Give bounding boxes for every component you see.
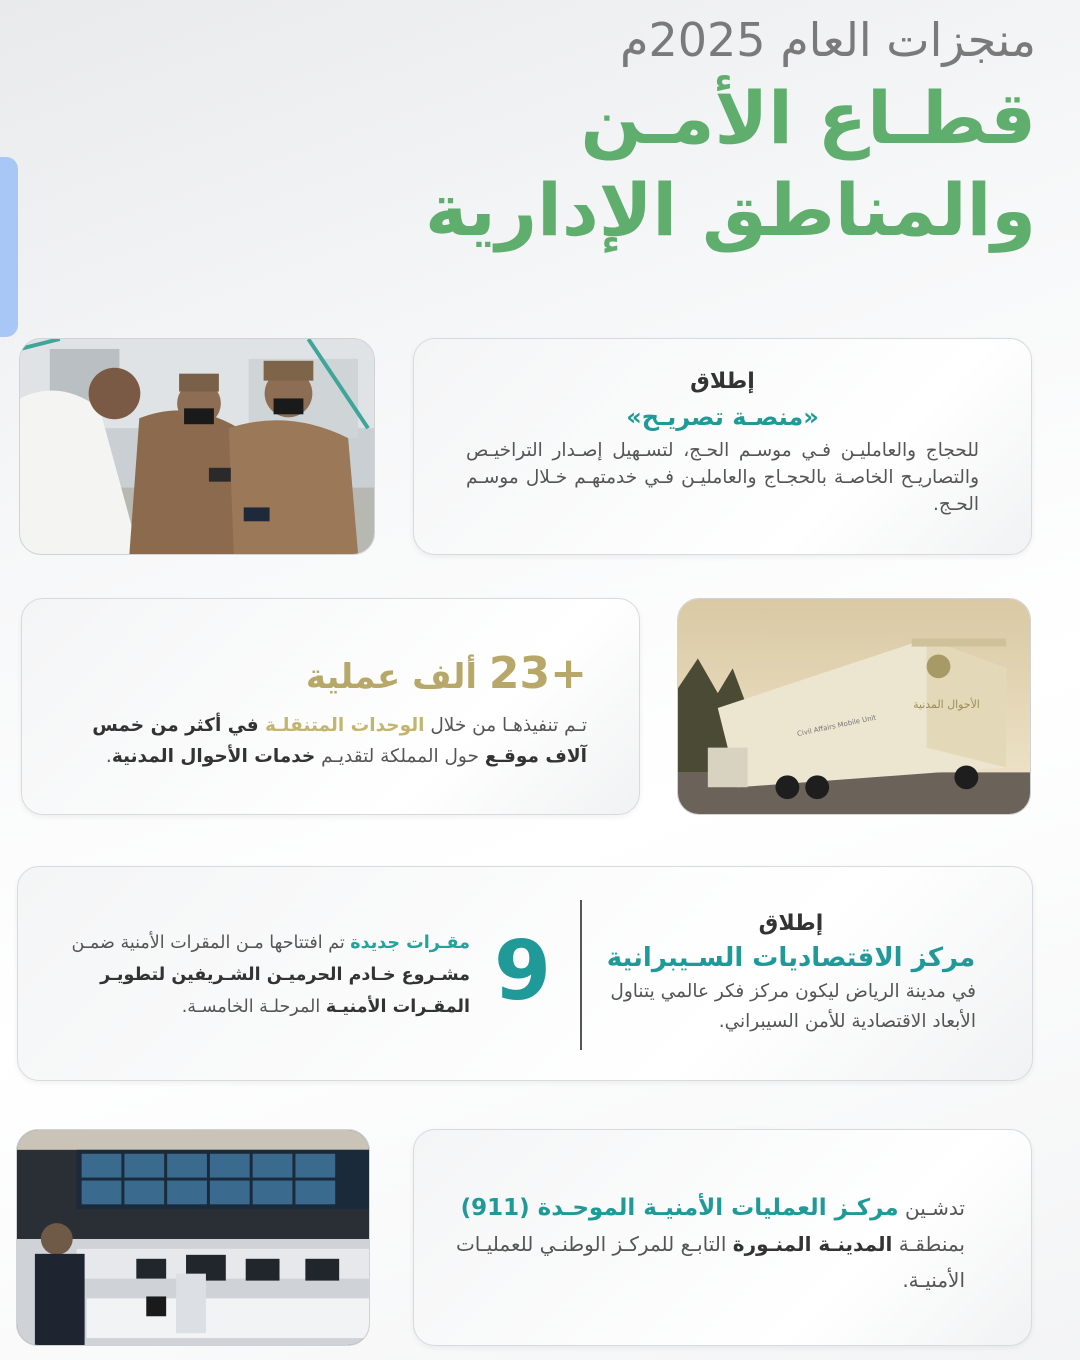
card3-left — [66, 927, 470, 1023]
photo-operations-center — [16, 1129, 370, 1346]
header — [425, 8, 1036, 256]
card4-text-1: تدشـين — [898, 1196, 965, 1220]
card4-text-3: التابـع للمركـز الوطنـي للعمليـات الأمنيـة. — [455, 1232, 965, 1292]
card3-new-hq: مقـرات جديدة — [350, 933, 470, 953]
card3-text-2: المرحلـة الخامسـة. — [181, 997, 326, 1017]
card4-madinah: المدينـة المنـورة — [732, 1232, 893, 1256]
card3-divider — [580, 900, 582, 1050]
photo-civil-affairs-truck — [677, 598, 1031, 815]
card3-right — [606, 909, 976, 1037]
card1-launch-label: إطلاق — [690, 369, 755, 394]
card2-text-end: . — [105, 746, 112, 767]
card1-body: للحجاج والعامليـن فـي موسـم الحـج، لتسـهيل إصـدار التراخيـص والتصاريـح الخاصـة بالحجـاج والعامليـن فـي خدمتهـم خـلال موسـم الحـج. — [466, 440, 979, 515]
card2-number: 23+ — [488, 648, 587, 699]
card-tasreeh-platform — [413, 338, 1032, 555]
page-title-line1: قطـاع الأمـن — [580, 76, 1036, 160]
photo-soldiers-pilgrim — [19, 338, 375, 555]
card2-text-locations: في أكثر من خمس آلاف موقـع — [92, 715, 587, 767]
card2-number-label: ألف عملية — [305, 657, 478, 697]
card4-body — [454, 1190, 965, 1298]
card2-text-1: تـم تنفيذهـا من خلال — [424, 715, 587, 736]
card-mobile-units — [21, 598, 640, 815]
side-tab-handle[interactable] — [0, 157, 18, 337]
truck-sign-text: الأحوال المدنية — [913, 698, 980, 711]
card2-headline — [68, 649, 587, 702]
card3-project: مشـروع خـادم الحرميـن الشـريفين لتطويـر المقـرات الأمنيـة — [100, 965, 470, 1017]
card3-text-1: تم افتتاحها مـن المقرات الأمنية ضمـن — [71, 933, 351, 953]
card4-center-name: مركـز العمليات الأمنيـة الموحـدة (911) — [460, 1195, 899, 1221]
card3-number: 9 — [494, 924, 552, 1019]
card3-body: في مدينة الرياض ليكون مركز فكر عالمي يتناول الأبعاد الاقتصادية للأمن السيبراني. — [610, 981, 976, 1032]
card2-body — [68, 710, 587, 772]
card3-title: مركز الاقتصاديات السـيبرانية — [606, 943, 976, 973]
truck-sign-text-en: Civil Affairs Mobile Unit — [796, 713, 877, 739]
card-cyber-economics — [17, 866, 1033, 1081]
page-supertitle: منجزات العام 2025م — [620, 13, 1036, 67]
card2-text-2: حول المملكة لتقديـم — [315, 746, 485, 767]
card-911-center — [413, 1129, 1032, 1346]
card2-text-mobile-units: الوحدات المتنقلـة — [265, 715, 425, 736]
card2-text-civil-services: خدمات الأحوال المدنية — [111, 746, 316, 767]
page-title-line2: والمناطق الإدارية — [424, 168, 1036, 252]
card4-text-2: بمنطقـة — [892, 1232, 965, 1256]
card1-title: «منصـة تصريـح» — [626, 403, 819, 431]
card3-launch-label: إطلاق — [758, 911, 824, 936]
